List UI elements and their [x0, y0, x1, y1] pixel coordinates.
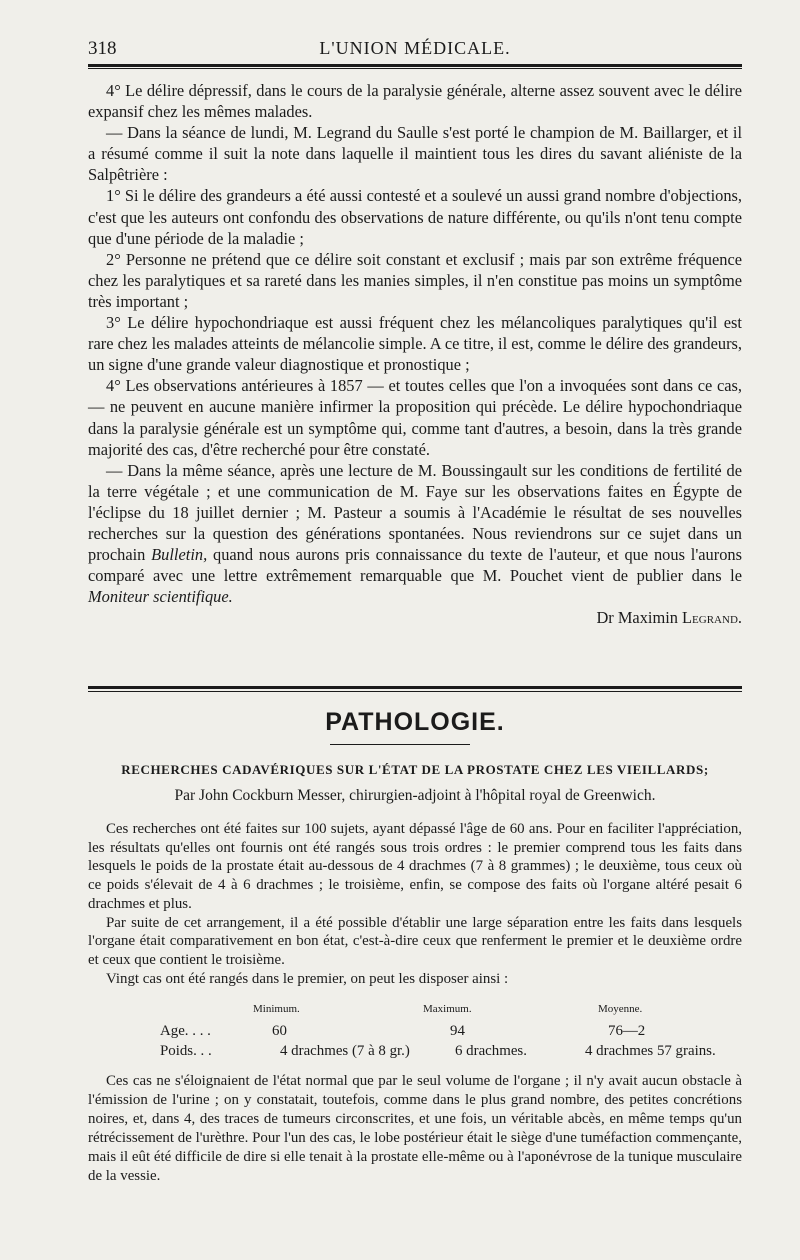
column-header: Maximum.: [423, 1003, 472, 1015]
signature-prefix: Dr Maximin: [596, 608, 683, 628]
header-rule: [88, 64, 742, 67]
table-row: [88, 1023, 742, 1043]
page-header: [88, 34, 742, 64]
table-header-row: [88, 1003, 742, 1023]
column-header: Moyenne.: [598, 1003, 643, 1015]
article-body-continued: [88, 1072, 742, 1187]
page-number: 318: [88, 38, 117, 59]
section-rule-thin: [88, 691, 742, 692]
table-cell: 4 drachmes 57 grains.: [585, 1043, 716, 1059]
running-title: L'UNION MÉDICALE.: [319, 38, 511, 58]
paragraph: 2° Personne ne prétend que ce délire soit constant et exclusif ; mais par son extrême fréquence chez les paralytiques et sa rareté dans les manies simples, il n'en constitue pas moins un symptôme très important ;: [88, 249, 742, 311]
row-label: Poids. . .: [160, 1043, 212, 1059]
paragraph: Par suite de cet arrangement, il a été possible d'établir une large séparation entre les faits dans lesquels l'organe était comparativement en bon état, c'est-à-dire ceux que renferment le premier et le deuxième ordre et ceux que contient le troisième.: [88, 914, 742, 968]
paragraph: Ces recherches ont été faites sur 100 sujets, ayant dépassé l'âge de 60 ans. Pour en faciliter l'appréciation, les résultats qu'elles ont fournis ont été rangés sous trois ordres : le premier comprend tous les faits dans lesquels le poids de la prostate était au-dessous de 4 drachmes (7 à 8 grammes) ; le deuxième, tous ceux où ce poids s'élevait de 4 à 6 drachmes ; le troisième, enfin, se compose des faits où l'organe altéré pesait 6 drachmes et plus.: [88, 821, 742, 912]
row-label: Age. . . .: [160, 1023, 211, 1039]
section-rule: [88, 686, 742, 689]
data-table: [88, 1003, 742, 1063]
paragraph: 4° Les observations antérieures à 1857 — et toutes celles que l'on a invoquées sont dans ce cas, — ne peuvent en aucune manière infirmer la proposition qui précède. Le délire hypochondriaque dans la paralysie générale est un symptôme qui, comme tant d'autres, a besoin, dans la très grande majorité des cas, d'être recherché pour être constaté.: [88, 376, 742, 459]
paragraph: 1° Si le délire des grandeurs a été aussi contesté et a soulevé un aussi grand nombre d'objections, c'est que les auteurs ont confondu des observations de nature différente, ou qu'ils n'ont tenu compte que d'une période de la maladie ;: [88, 186, 742, 248]
article-continuation: [88, 80, 742, 628]
paragraph-text: quand nous aurons pris connaissance du texte de l'auteur, et que nous l'aurons comparé avec une lettre extrêmement remarquable que M. Pouchet vient de publier dans le: [88, 545, 742, 586]
signature-name: Legrand.: [682, 608, 742, 628]
column-header: Minimum.: [253, 1003, 300, 1015]
paragraph: 3° Le délire hypochondriaque est aussi fréquent chez les mélancoliques paralytiques qu'il est rare chez les malades atteints de mélancolie simple. A ce titre, il est, comme le délire des grandeurs, un signe d'une grande valeur diagnostique et pronostique ;: [88, 313, 743, 375]
article-body: [88, 820, 742, 988]
paragraph: 4° Le délire dépressif, dans le cours de la paralysie générale, alterne assez souvent avec le délire expansif chez les mêmes malades.: [88, 81, 742, 122]
table-cell: 4 drachmes (7 à 8 gr.): [280, 1043, 410, 1059]
moniteur-ref: Moniteur scientifique.: [88, 587, 233, 607]
table-row: [88, 1043, 742, 1063]
table-cell: 76—2: [608, 1023, 646, 1039]
bulletin-ref: Bulletin,: [151, 545, 208, 565]
article-title: RECHERCHES CADAVÉRIQUES SUR L'ÉTAT DE LA PROSTATE CHEZ LES VIEILLARDS;: [121, 762, 709, 777]
paragraph: Vingt cas ont été rangés dans le premier, on peut les disposer ainsi :: [106, 970, 509, 987]
section-title: PATHOLOGIE.: [325, 708, 505, 736]
author-signature: [88, 607, 742, 628]
table-cell: 6 drachmes.: [455, 1043, 527, 1059]
table-cell: 60: [272, 1023, 287, 1039]
paragraph-text: — Dans la même séance, après une lecture de M. Boussingault sur les conditions de fertilité de la terre végétale ; et une communication de M. Faye sur les observations faites en Égypte de l'éclipse du 18 juillet dernier ; M. Pasteur a soumis à l'Académie le résultat de ses nouvelles recherches sur la question des générations spontanées. Nous reviendrons sur ce sujet dans un prochain: [88, 460, 742, 565]
paragraph: [88, 460, 742, 608]
table-cell: 94: [450, 1023, 465, 1039]
paragraph: — Dans la séance de lundi, M. Legrand du Saulle s'est porté le champion de M. Baillarger, et il a résumé comme il suit la note dans laquelle il maintient tous les dires du savant aliéniste de la Salpêtrière :: [88, 123, 742, 185]
paragraph: Ces cas ne s'éloignaient de l'état normal que par le seul volume de l'organe ; il n'y avait aucun obstacle à l'émission de l'urine ; on y constatait, toutefois, comme dans le plus grand nombre, des petites concrétions noires, et, dans 4, des traces de tumeurs circonscrites, et une fois, un véritable abcès, en même temps qu'un rétrécissement de l'urèthre. Pour l'un des cas, le lobe postérieur était le siège d'une tuméfaction commençante, mais il eût été difficile de dire si elle tenait à la prostate elle-même ou à l'aponévrose de la tunique musculaire de la vessie.: [88, 1073, 742, 1185]
article-byline: Par John Cockburn Messer, chirurgien-adjoint à l'hôpital royal de Greenwich.: [174, 787, 656, 804]
section-title-rule: [330, 744, 470, 745]
header-rule-thin: [88, 68, 742, 69]
